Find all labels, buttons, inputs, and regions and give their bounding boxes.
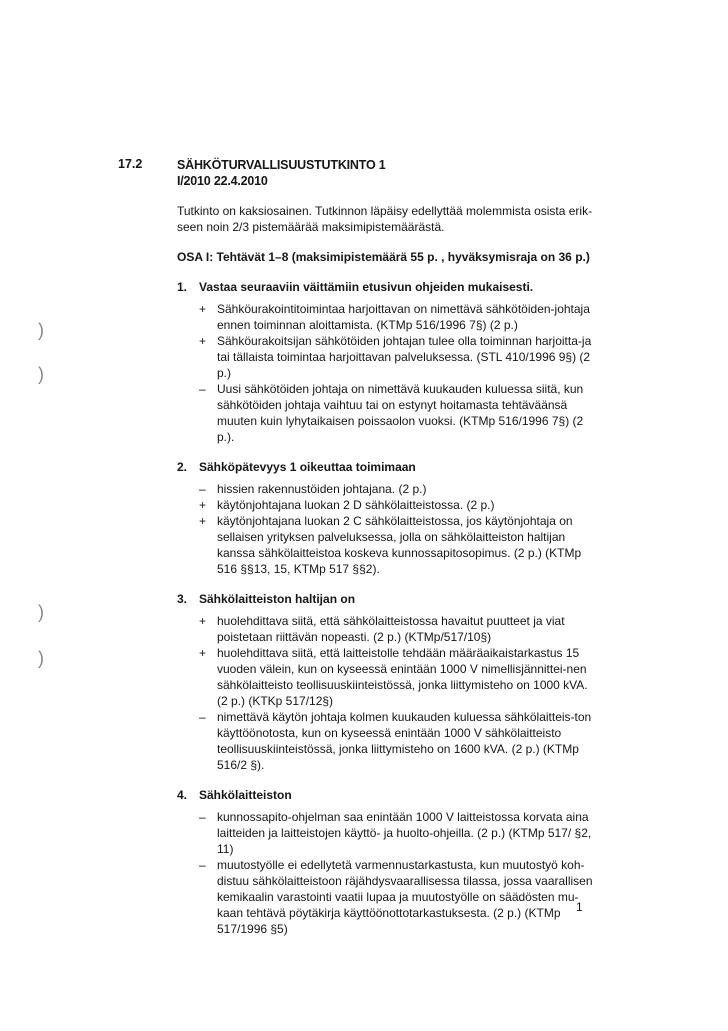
- answer-mark: +: [199, 514, 207, 528]
- margin-mark: ): [38, 320, 44, 340]
- question-number: 1.: [177, 280, 188, 294]
- question-text: Sähkölaitteiston: [199, 788, 292, 802]
- answer-item: [199, 613, 597, 645]
- answer-list: [199, 481, 597, 577]
- answer-item: [199, 481, 597, 497]
- answer-mark: +: [199, 614, 207, 628]
- margin-mark: ): [38, 364, 44, 384]
- answer-list: [199, 301, 597, 445]
- answer-text: muutostyölle ei edellytetä varmennustarkastusta, kun muutostyö koh-distuu sähkölaitteistoon räjähdysvaarallisessa tilassa, jossa vaarallisen kemikaalin varastointi vaatii lupaa ja muutostyölle on säädösten mu-kaan tehtävä pöytäkirja käyttöönottotarkastuksesta. (2 p.) (KTMp 517/1996 §5): [217, 858, 593, 936]
- answer-item: [199, 513, 597, 577]
- answer-text: huolehdittava siitä, että laitteistolle tehdään määräaikaistarkastus 15 vuoden välein, kun on kyseessä enintään 1000 V nimellisjännittei-nen sähkölaitteisto teollisuuskiinteistössä, jonka liittymisteho on 1000 kVA. (2 p.) (KTKp 517/12§): [217, 646, 588, 708]
- answer-item: [199, 809, 597, 857]
- answer-text: käytönjohtajana luokan 2 D sähkölaitteistossa. (2 p.): [217, 498, 495, 512]
- document-date: I/2010 22.4.2010: [177, 174, 268, 188]
- question: [177, 279, 597, 445]
- question-heading: [177, 279, 597, 295]
- answer-mark: +: [199, 646, 207, 660]
- answer-list: [199, 809, 597, 937]
- answer-mark: –: [199, 858, 206, 872]
- intro-paragraph: Tutkinto on kaksiosainen. Tutkinnon läpäisy edellyttää molemmista osista erik-seen noin 2/3 pistemäärää maksimipistemäärästä.: [177, 204, 593, 234]
- answer-item: [199, 381, 597, 445]
- part-heading: OSA I: Tehtävät 1–8 (maksimipistemäärä 55 p. , hyväksymisraja on 36 p.): [177, 250, 590, 264]
- question: [177, 459, 597, 577]
- section-number: 17.2: [118, 157, 143, 171]
- answer-text: Sähköurakointitoimintaa harjoittavan on nimettävä sähkötöiden-johtaja ennen toiminnan aloittamista. (KTMp 516/1996 7§) (2 p.): [217, 302, 590, 332]
- page-number: 1: [576, 900, 583, 914]
- answer-item: [199, 857, 597, 937]
- question-number: 2.: [177, 460, 188, 474]
- question-heading: [177, 787, 597, 803]
- answer-mark: –: [199, 482, 206, 496]
- answer-item: [199, 497, 597, 513]
- margin-mark: ): [38, 602, 44, 622]
- answer-mark: –: [199, 710, 206, 724]
- answer-text: käytönjohtajana luokan 2 C sähkölaitteistossa, jos käytönjohtaja on sellaisen yrityksen palveluksessa, jolla on sähkölaitteiston haltijan kanssa sähkölaitteistoa koskeva kunnossapitosopimus. (2 p.) (KTMp 516 §§13, 15, KTMp 517 §§2).: [217, 514, 582, 576]
- margin-mark: ): [38, 648, 44, 668]
- question-text: Sähkölaitteiston haltijan on: [199, 592, 356, 606]
- answer-list: [199, 613, 597, 773]
- answer-mark: –: [199, 810, 206, 824]
- document-title: SÄHKÖTURVALLISUUSTUTKINTO 1: [177, 158, 386, 172]
- question-text: Vastaa seuraaviin väittämiin etusivun ohjeiden mukaisesti.: [199, 280, 534, 294]
- answer-text: Uusi sähkötöiden johtaja on nimettävä kuukauden kuluessa siitä, kun sähkötöiden johtaja vaihtuu tai on estynyt hoitamasta tehtäväänsä muuten kuin lyhytaikaisen poissaolon vuoksi. (KTMp 516/1996 7§) (2 p.).: [217, 382, 584, 444]
- answer-mark: +: [199, 498, 207, 512]
- answer-text: Sähköurakoitsijan sähkötöiden johtajan tulee olla toiminnan harjoitta-ja tai tällaista toimintaa harjoittavan palveluksessa. (STL 410/1996 9§) (2 p.): [217, 334, 592, 380]
- answer-mark: +: [199, 334, 207, 348]
- answer-text: huolehdittava siitä, että sähkölaitteistossa havaitut puutteet ja viat poistetaan riittävän nopeasti. (2 p.) (KTMp/517/10§): [217, 614, 565, 644]
- content-block: [177, 157, 597, 937]
- answer-item: [199, 645, 597, 709]
- answer-item: [199, 301, 597, 333]
- question: [177, 787, 597, 937]
- answer-text: nimettävä käytön johtaja kolmen kuukauden kuluessa sähkölaitteis-ton käyttöönotosta, kun on kyseessä enintään 1000 V sähkölaitteisto teollisuuskiinteistössä, jonka liittymisteho on 1600 kVA. (2 p.) (KTMp 516/2 §).: [217, 710, 592, 772]
- question-heading: [177, 459, 597, 475]
- question: [177, 591, 597, 773]
- question-number: 4.: [177, 788, 188, 802]
- answer-mark: –: [199, 382, 206, 396]
- questions-list: [177, 279, 597, 937]
- question-text: Sähköpätevyys 1 oikeuttaa toimimaan: [199, 460, 416, 474]
- question-number: 3.: [177, 592, 188, 606]
- answer-text: hissien rakennustöiden johtajana. (2 p.): [217, 482, 427, 496]
- question-heading: [177, 591, 597, 607]
- answer-text: kunnossapito-ohjelman saa enintään 1000 V laitteistossa korvata aina laitteiden ja laitteistojen käyttö- ja huolto-ohjeilla. (2 p.) (KTMp 517/ §2, 11): [217, 810, 592, 856]
- answer-item: [199, 333, 597, 381]
- answer-mark: +: [199, 302, 207, 316]
- answer-item: [199, 709, 597, 773]
